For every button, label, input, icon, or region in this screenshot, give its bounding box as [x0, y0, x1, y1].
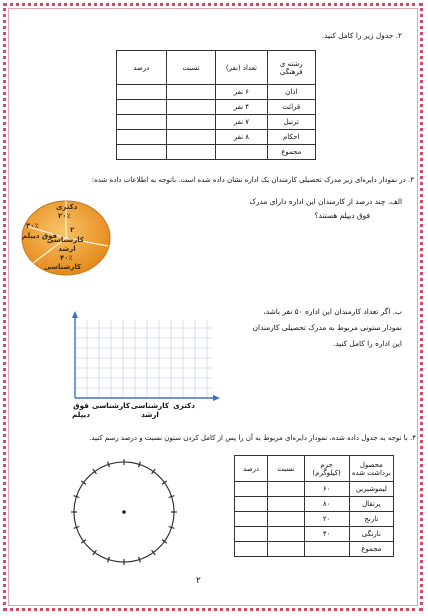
q4-header-mass: جرم (کیلوگرم) — [304, 456, 349, 482]
q4-row-mass: ۸۰ — [304, 497, 349, 512]
q4-row-percent[interactable] — [235, 482, 268, 497]
circle-tick-mark — [152, 550, 156, 555]
q4-row-mass: ۴۰ — [304, 527, 349, 542]
q4-row-mass — [304, 542, 349, 557]
q4-row-percent[interactable] — [235, 542, 268, 557]
q2-header-ratio: نسبت — [166, 51, 216, 85]
q2-row-ratio[interactable] — [166, 145, 216, 160]
q2-row-field: قرائت — [267, 100, 316, 115]
q4-row-ratio[interactable] — [268, 497, 304, 512]
q4-header-ratio: نسبت — [268, 456, 304, 482]
circle-tick-mark — [152, 469, 156, 474]
bar-chart-grid[interactable] — [62, 310, 222, 410]
q4-row-percent[interactable] — [235, 497, 268, 512]
q2-instruction: ۲. جدول زیر را کامل کنید. — [321, 31, 402, 40]
q2-row-count: ۶ نفر — [216, 85, 267, 100]
axis-label-associate: فوق دیپلم — [72, 401, 90, 419]
circle-tick-mark — [93, 550, 97, 555]
pie-label-doctorate: دکتری — [56, 203, 78, 211]
q2-row-percent[interactable] — [117, 145, 167, 160]
pie-value-masters: ۲ — [70, 226, 75, 234]
q2-row-count: ۴ نفر — [216, 100, 267, 115]
q4-row-percent[interactable] — [235, 512, 268, 527]
q4-row-item: نارنج — [349, 512, 393, 527]
circle-tick-mark — [93, 469, 97, 474]
q4-row-mass: ۶۰ — [304, 482, 349, 497]
q4-row-ratio[interactable] — [268, 482, 304, 497]
q4-row-item: نارنگی — [349, 527, 393, 542]
q2-row-percent[interactable] — [117, 85, 167, 100]
q2-row-percent[interactable] — [117, 115, 167, 130]
circle-tick-mark — [81, 481, 86, 485]
circle-tick-mark — [162, 540, 167, 544]
q2-row-count — [216, 145, 267, 160]
circle-tick-mark — [81, 540, 86, 544]
q4-table — [234, 455, 394, 557]
q3-part-a-line1: الف. چند درصد از کارمندان این اداره دارای مدرک — [249, 197, 402, 206]
q2-row-field: ترتیل — [267, 115, 316, 130]
q2-row-ratio[interactable] — [166, 85, 216, 100]
q2-row-percent[interactable] — [117, 130, 167, 145]
q4-header-percent: درصد — [235, 456, 268, 482]
pie-label-bachelor: کارشناسی — [44, 263, 82, 271]
x-axis-arrow-icon — [213, 395, 220, 401]
q2-row-ratio[interactable] — [166, 130, 216, 145]
circle-center-dot — [122, 510, 126, 514]
q4-row-item: پرتقال — [349, 497, 393, 512]
q2-row-ratio[interactable] — [166, 115, 216, 130]
q4-row-ratio[interactable] — [268, 527, 304, 542]
q2-row-field: مجموع — [267, 145, 316, 160]
axis-label-masters: کارشناسی ارشد — [130, 401, 170, 419]
q2-row-field: اذان — [267, 85, 316, 100]
pie-value-doctorate: ۲۰٪ — [58, 212, 71, 220]
q3-part-b-line3: این اداره را کامل کنید. — [332, 339, 402, 348]
axis-label-bachelor: کارشناسی — [91, 401, 130, 410]
q2-header-count: تعداد (نفر) — [216, 51, 267, 85]
q2-row-ratio[interactable] — [166, 100, 216, 115]
q2-row-field: احکام — [267, 130, 316, 145]
q2-header-percent: درصد — [117, 51, 167, 85]
empty-pie-circle[interactable] — [68, 456, 180, 568]
q2-row-count: ۷ نفر — [216, 115, 267, 130]
q4-instruction: ۴. با توجه به جدول داده شده، نمودار دایره‌ای مربوط به آن را پس از کامل کردن ستون نسبت و درصد رسم کنید. — [89, 434, 416, 442]
q3-part-a-line2: فوق دیپلم هستند؟ — [314, 211, 370, 220]
q2-header-field: رشته ی فرهنگی — [267, 51, 316, 85]
q4-row-item: مجموع — [349, 542, 393, 557]
q4-row-item: لیموشیرین — [349, 482, 393, 497]
q3-instruction: ۳. در نمودار دایره‌ای زیر مدرک تحصیلی کارمندان یک اداره نشان داده شده است. باتوجه به اطلاعات داده شده: — [91, 176, 414, 184]
q2-row-count: ۸ نفر — [216, 130, 267, 145]
q4-row-ratio[interactable] — [268, 512, 304, 527]
q3-part-b-line1: ب. اگر تعداد کارمندان این اداره ۵۰ نفر باشد، — [263, 307, 402, 316]
circle-tick-mark — [162, 481, 167, 485]
pie-label-associate: فوق دیپلم — [22, 232, 58, 240]
q4-row-mass: ۲۰ — [304, 512, 349, 527]
pie-label-masters: کارشناسی ارشد — [46, 236, 84, 253]
q4-row-percent[interactable] — [235, 527, 268, 542]
q2-row-percent[interactable] — [117, 100, 167, 115]
q4-row-ratio[interactable] — [268, 542, 304, 557]
pie-value-associate: ۳۰٪ — [26, 222, 39, 230]
page-number: ۲ — [196, 576, 201, 586]
y-axis-arrow-icon — [72, 311, 78, 318]
q2-table — [116, 50, 316, 160]
pie-value-bachelor: ۴۰٪ — [60, 254, 73, 262]
axis-label-doctorate: دکتری — [173, 401, 195, 410]
q3-part-b-line2: نمودار ستونی مربوط به مدرک تحصیلی کارمندان — [252, 323, 402, 332]
q4-header-item: محصول برداشت شده — [349, 456, 393, 482]
